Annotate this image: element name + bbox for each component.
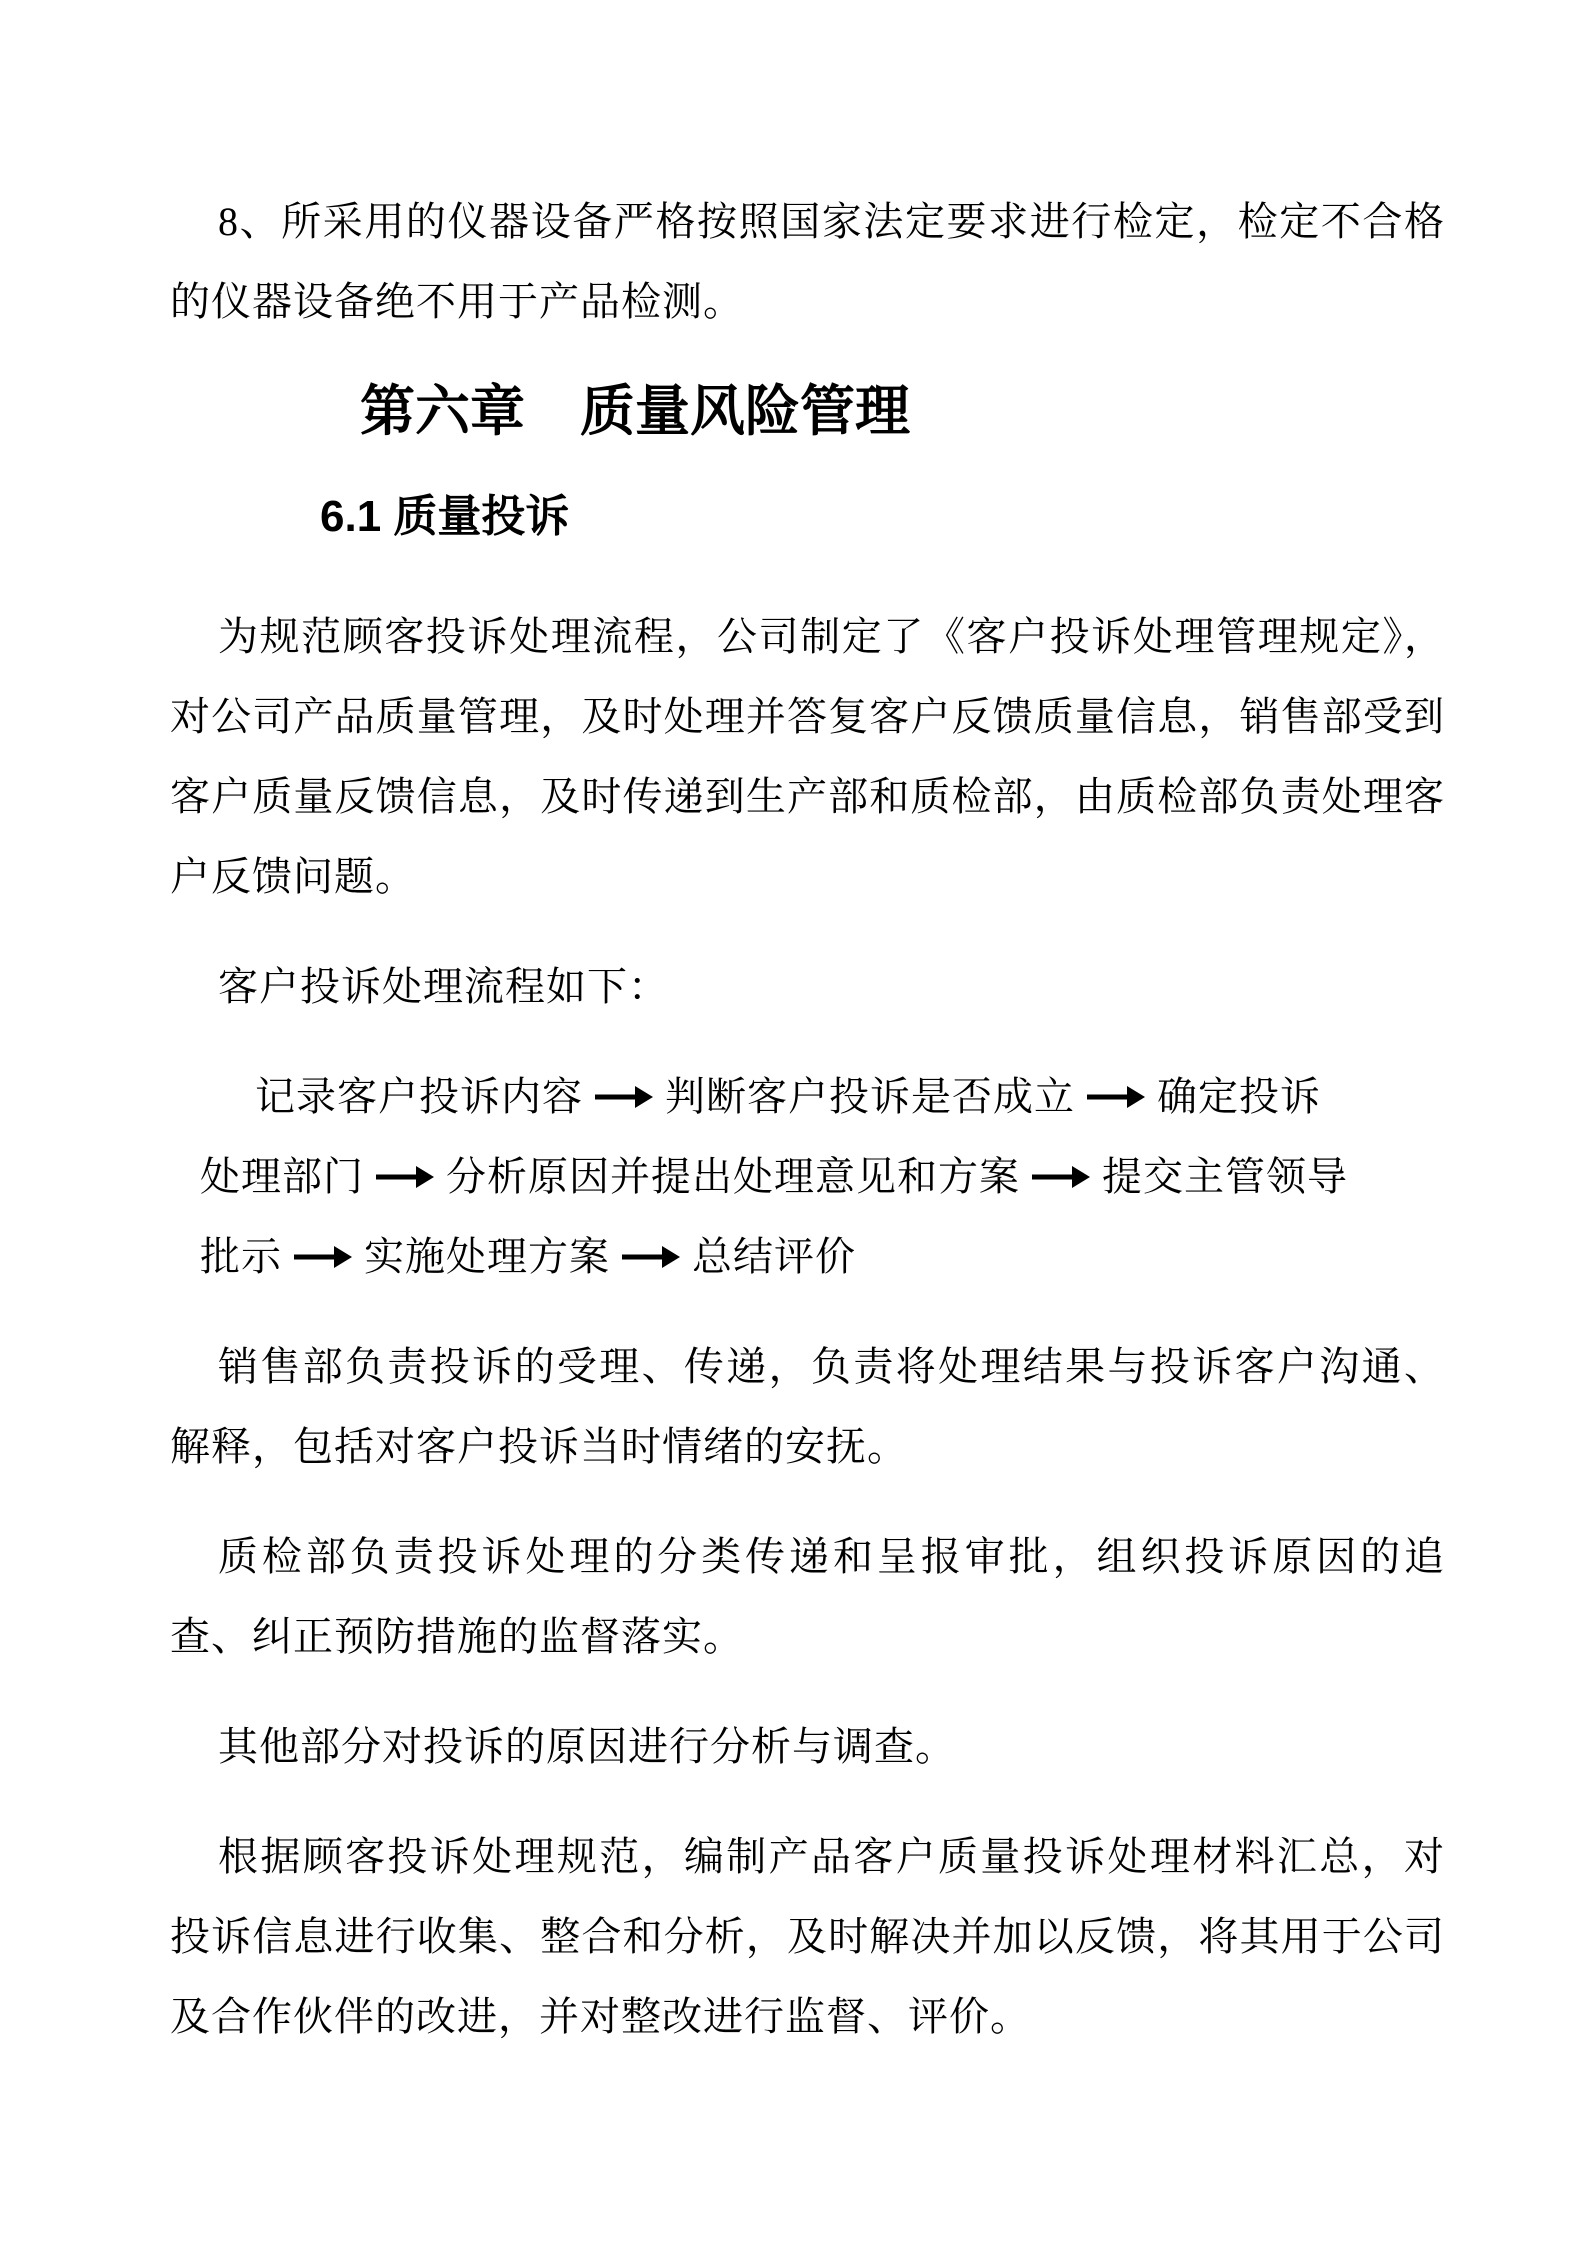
flow-line-3 (170, 1217, 1445, 1297)
flow-step-approve: 批示 (200, 1234, 282, 1279)
right-arrow-icon (595, 1085, 653, 1109)
paragraph-complaint-summary: 根据顾客投诉处理规范，编制产品客户质量投诉处理材料汇总，对投诉信息进行收集、整合和分析，及时解决并加以反馈，将其用于公司及合作伙伴的改进，并对整改进行监督、评价。 (170, 1834, 1445, 2039)
flow-step-evaluate: 总结评价 (692, 1234, 856, 1279)
flow-line-2 (170, 1137, 1445, 1217)
chapter-heading: 第六章 质量风险管理 (360, 381, 911, 442)
paragraph-sales-responsibility: 销售部负责投诉的受理、传递，负责将处理结果与投诉客户沟通、解释，包括对客户投诉当时情绪的安抚。 (170, 1344, 1445, 1469)
flow-step-analyze: 分析原因并提出处理意见和方案 (446, 1154, 1020, 1199)
paragraph-flow-lead: 客户投诉处理流程如下： (218, 964, 669, 1009)
right-arrow-icon (1032, 1165, 1090, 1189)
right-arrow-icon (622, 1245, 680, 1269)
right-arrow-icon (376, 1165, 434, 1189)
flow-step-judge: 判断客户投诉是否成立 (665, 1074, 1075, 1119)
paragraph-instrument-calibration: 8、所采用的仪器设备严格按照国家法定要求进行检定，检定不合格的仪器设备绝不用于产品检测。 (170, 199, 1445, 324)
section-heading: 6.1 质量投诉 (320, 492, 570, 541)
complaint-flow-diagram (170, 1057, 1445, 1297)
right-arrow-icon (1087, 1085, 1145, 1109)
paragraph-other-departments: 其他部分对投诉的原因进行分析与调查。 (218, 1724, 956, 1769)
right-arrow-icon (294, 1245, 352, 1269)
flow-step-submit: 提交主管领导 (1102, 1154, 1348, 1199)
paragraph-qc-responsibility: 质检部负责投诉处理的分类传递和呈报审批，组织投诉原因的追查、纠正预防措施的监督落实。 (170, 1534, 1445, 1659)
flow-step-record: 记录客户投诉内容 (255, 1074, 583, 1119)
flow-step-implement: 实施处理方案 (364, 1234, 610, 1279)
flow-step-department: 处理部门 (200, 1154, 364, 1199)
flow-line-1 (170, 1057, 1445, 1137)
flow-step-determine: 确定投诉 (1157, 1074, 1321, 1119)
paragraph-complaint-policy: 为规范顾客投诉处理流程，公司制定了《客户投诉处理管理规定》，对公司产品质量管理，及时处理并答复客户反馈质量信息，销售部受到客户质量反馈信息，及时传递到生产部和质检部，由质检部负责处理客户反馈问题。 (170, 614, 1445, 899)
